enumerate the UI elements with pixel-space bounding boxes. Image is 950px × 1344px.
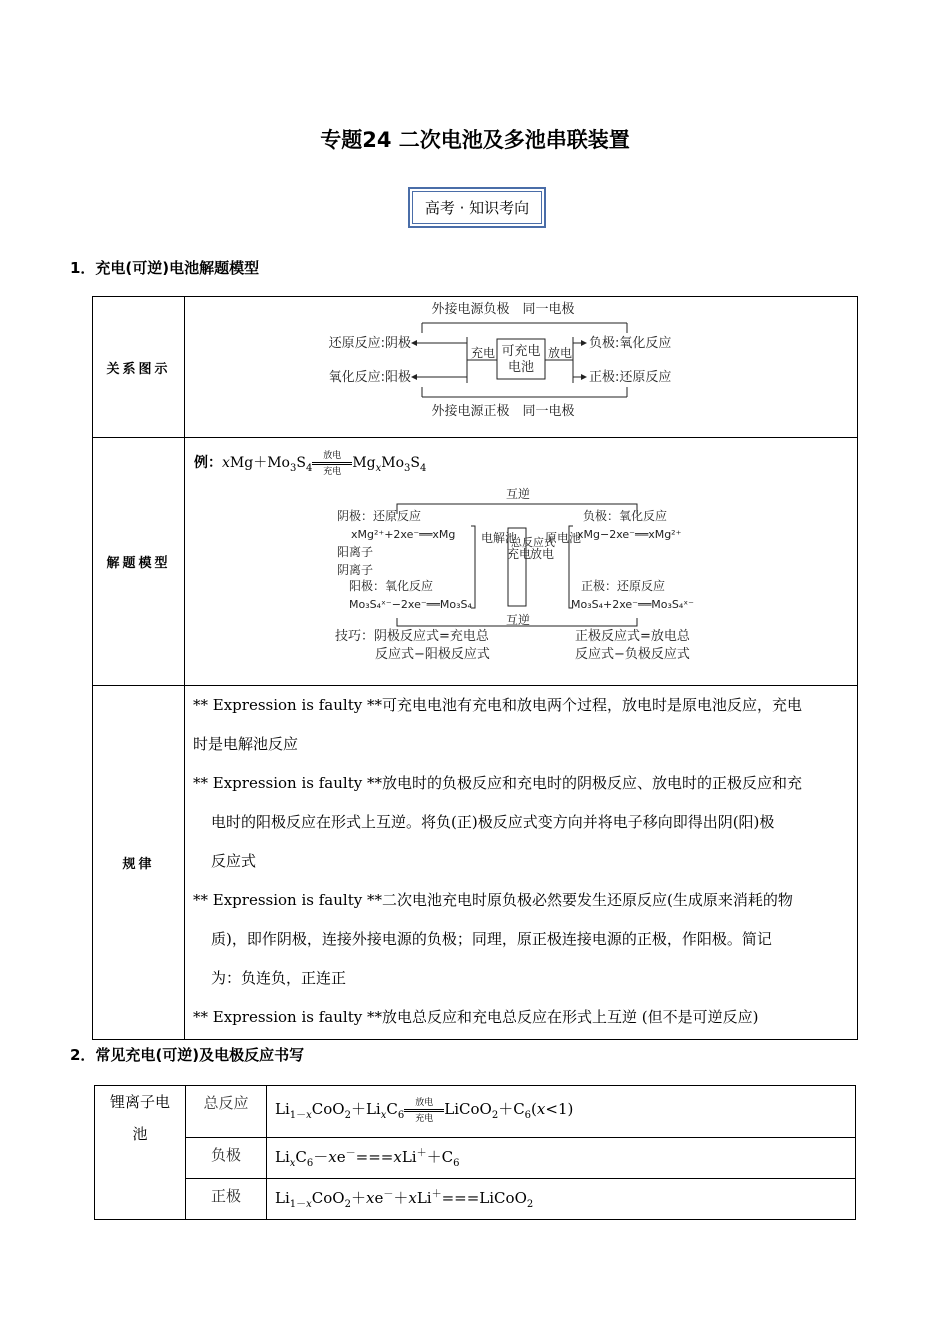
model-negative-eq: xMg−2xe⁻══xMg²⁺ <box>577 528 682 541</box>
model-diagram <box>185 486 857 686</box>
diagram-right-top: 负极:氧化反应 <box>589 336 672 351</box>
model-tip-right-2: 反应式−负极反应式 <box>575 647 690 662</box>
example-equation: 例：$xMg+Mo_3S_4$ 放电 充电 $Mg_xMo_3S_4$ <box>194 452 426 474</box>
model-discharge-v: 放电 <box>530 547 555 561</box>
model-yang-lizi: 阳离子 <box>337 545 374 559</box>
rule-item <box>193 686 849 1037</box>
model-charge-v: 充电 <box>507 547 532 561</box>
rule-line: ** Expression is faulty **二次电池充电时原负极必然要发生还原反应(生成原来消耗的物 <box>193 891 793 909</box>
label-total: 总反应 <box>186 1086 267 1138</box>
model-top-label: 互逆 <box>505 487 531 501</box>
model-cell <box>185 438 858 686</box>
model-anode-eq: Mo₃S₄ˣ⁻−2xe⁻══Mo₃S₄ <box>349 598 472 611</box>
diagram-charge: 充电 <box>470 346 496 360</box>
reversible-arrow <box>312 451 352 477</box>
model-tip-left-2: 反应式−阳极反应式 <box>375 647 490 662</box>
rules-cell <box>185 686 858 1040</box>
arrow-discharge: 放电 <box>323 451 342 461</box>
example-prefix: 例： <box>194 455 222 471</box>
equation-positive: $Li_{1-x}CoO_2+xe^-+xLi^+===LiCoO_2$ <box>267 1179 856 1220</box>
label-negative: 负极 <box>186 1138 267 1179</box>
label-positive: 正极 <box>186 1179 267 1220</box>
relation-diagram-cell <box>185 297 858 438</box>
row-label-model: 解题模型 <box>93 438 185 686</box>
rule-line: ** Expression is faulty **放电总反应和充电总反应在形式上互逆 (但不是可逆反应) <box>193 1008 759 1026</box>
model-cathode: 阴极：还原反应 <box>337 509 422 523</box>
row-label-rules: 规律 <box>93 686 185 1040</box>
model-electrolysis: 电解池 <box>481 531 518 545</box>
rule-line: 电时的阳极反应在形式上互逆。将负(正)极反应式变方向并将电子移向即得出阴(阳)极 <box>211 813 775 831</box>
model-cathode-eq: xMg²⁺+2xe⁻══xMg <box>351 528 456 541</box>
rule-line: 反应式 <box>211 852 257 870</box>
battery-name-line: 锂离子电 <box>109 1093 170 1111</box>
relation-diagram <box>185 297 857 437</box>
model-bottom-label: 互逆 <box>505 613 531 627</box>
page-title: 专题24 二次电池及多池串联装置 <box>320 128 630 152</box>
rule-line: 时是电解池反应 <box>193 735 299 753</box>
model-tip-left-1: 技巧：阴极反应式=充电总 <box>335 629 489 644</box>
diagram-left-top: 还原反应:阴极 <box>328 336 411 351</box>
model-negative: 负极：氧化反应 <box>583 509 668 523</box>
model-anode: 阳极：氧化反应 <box>349 579 434 593</box>
diagram-right-bottom: 正极:还原反应 <box>589 370 672 385</box>
diagram-left-bottom: 氧化反应:阳极 <box>328 370 411 385</box>
model-total: 总反应式 <box>511 536 555 549</box>
diagram-center-2: 电池 <box>507 360 535 375</box>
rule-line: 为：负连负，正连正 <box>211 969 347 987</box>
model-yin-lizi: 阴离子 <box>337 563 374 577</box>
badge-label: 高考 · 知识考向 <box>412 191 542 224</box>
section-heading-2: 2．常见充电(可逆)及电极反应书写 <box>70 1046 305 1064</box>
section-badge <box>408 187 546 228</box>
model-positive: 正极：还原反应 <box>581 579 666 593</box>
rule-line: 质)，即作阴极，连接外接电源的负极；同理，原正极连接电源的正极，作阳极。简记 <box>211 930 772 948</box>
arrow-discharge: 放电 <box>415 1098 434 1108</box>
battery-name-line: 池 <box>132 1125 148 1143</box>
reversible-arrow <box>404 1098 444 1124</box>
rule-line: ** Expression is faulty **可充电电池有充电和放电两个过程，放电时是原电池反应，充电 <box>193 696 802 714</box>
battery-table <box>94 1085 856 1220</box>
arrow-charge: 充电 <box>415 1114 434 1124</box>
diagram-bottom-label: 外接电源正极 同一电极 <box>431 404 575 419</box>
row-label-diagram: 关系图示 <box>93 297 185 438</box>
rule-line: ** Expression is faulty **放电时的负极反应和充电时的阴极反应、放电时的正极反应和充 <box>193 774 802 792</box>
diagram-center-1: 可充电 <box>501 344 541 359</box>
model-positive-eq: Mo₃S₄+2xe⁻══Mo₃S₄ˣ⁻ <box>571 598 694 611</box>
battery-name <box>95 1086 186 1220</box>
section-heading-1: 1．充电(可逆)电池解题模型 <box>70 259 260 277</box>
arrow-charge: 充电 <box>323 467 342 477</box>
model-tip-right-1: 正极反应式=放电总 <box>575 629 690 644</box>
model-table <box>92 296 858 1040</box>
diagram-discharge: 放电 <box>547 346 573 360</box>
equation-negative: $Li_xC_6-xe^-===xLi^++C_6$ <box>267 1138 856 1179</box>
diagram-top-label: 外接电源负极 同一电极 <box>431 302 575 317</box>
equation-total: $Li_{1-x}CoO_2+Li_xC_6$ 放电 充电 $LiCoO_2+C_6(x<1)$ <box>267 1086 856 1138</box>
model-galvanic: 原电池 <box>545 531 582 545</box>
